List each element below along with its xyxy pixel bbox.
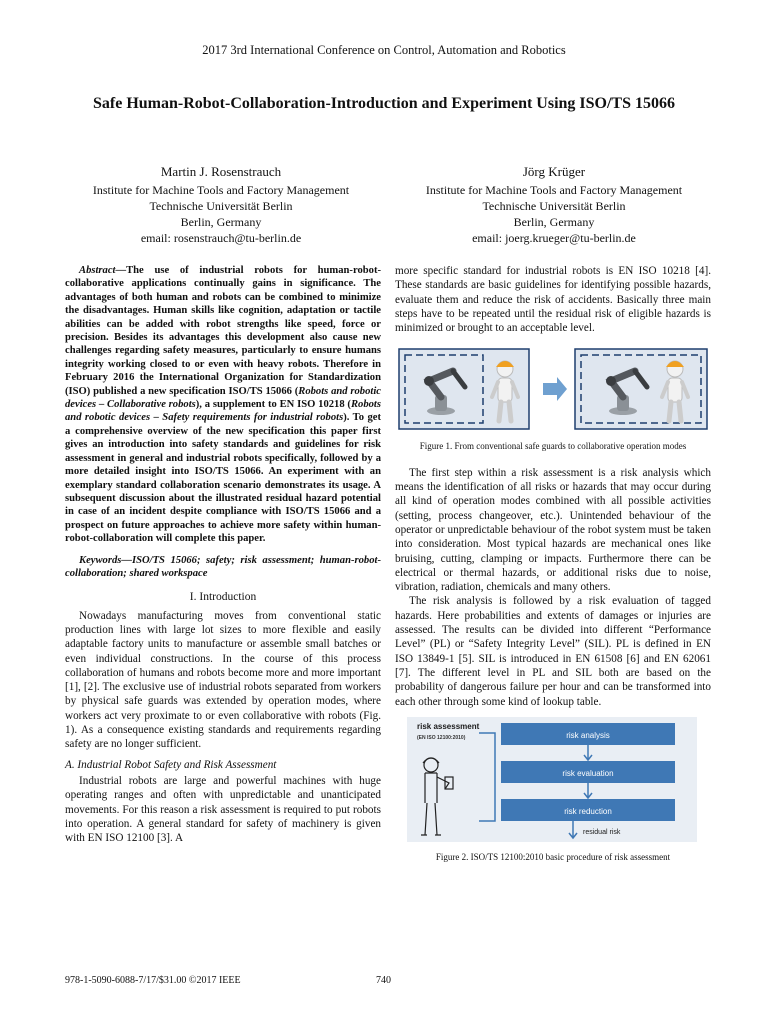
footer-isbn: 978-1-5090-6088-7/17/$31.00 ©2017 IEEE (65, 975, 241, 986)
step-risk-analysis: risk analysis (566, 730, 610, 740)
conference-header: 2017 3rd International Conference on Control, Automation and Robotics (202, 43, 566, 57)
paragraph: Nowadays manufacturing moves from conventional static production lines with large lot sizes to more flexible and easily adaptable factory units to manufacture or assemble small batches or even individual constructions. In the course of this process collaboration of humans and robots become more and more important [1], [2]. The exclusive use of industrial robots separated from workers by physical safe guards was extended by operation modes, where workers act very proximate to or even collaborative with robots (Fig. 1). As a consequence existing standards and requirements regarding safety are no longer sufficient. (65, 609, 381, 751)
author-name: Jörg Krüger (522, 164, 586, 179)
figure-1-illustration (395, 347, 711, 431)
subsection-heading: A. Industrial Robot Safety and Risk Assessment (65, 758, 277, 771)
section-heading: I. Introduction (189, 591, 257, 604)
paragraph: The first step within a risk assessment is a risk analysis which means the identification of all risks or hazards that may occur during all kind of operation modes combined with all possible activities (setting, process changeover, etc.). Unintended behaviour of the operator or unpredictable behaviour of the robot system must be taken into consideration. Most typical hazards are mechanical ones like bruising, cutting, clamping or impacts. Furthermore there can be electrical or thermal hazards, or additional risks due to noise, vibration, radiation, chemicals and many others. (395, 466, 711, 594)
author-university: Technische Universität Berlin (149, 199, 293, 213)
step-risk-evaluation: risk evaluation (562, 768, 614, 778)
author-institute: Institute for Machine Tools and Factory Management (425, 183, 683, 197)
author-block-1 (52, 164, 390, 246)
author-name: Martin J. Rosenstrauch (160, 164, 282, 179)
author-email[interactable]: email: joerg.krueger@tu-berlin.de (472, 231, 636, 245)
diagram-title: risk assessment (417, 721, 480, 731)
figure-2-caption: Figure 2. ISO/TS 12100:2010 basic procedure of risk assessment (435, 851, 671, 862)
arrow-icon (543, 377, 567, 401)
paper-title: Safe Human-Robot-Collaboration-Introduction and Experiment Using ISO/TS 15066 (93, 95, 675, 112)
paragraph: more specific standard for industrial robots is EN ISO 10218 [4]. These standards are basic guidelines for identifying possible hazards, evaluate them and reduce the risk of accidents. Basically three main steps have to be repeated until the residual risk of eligible hazards is minimized or brought to an acceptable level. (395, 265, 711, 335)
keywords: Keywords—ISO/TS 15066; safety; risk assessment; human-robot-collaboration; shared workspace (65, 554, 381, 579)
figure-1-caption: Figure 1. From conventional safe guards to collaborative operation modes (419, 441, 687, 452)
left-column (65, 264, 381, 845)
figure-2 (395, 717, 711, 842)
abstract: Abstract—The use of industrial robots for human-robot-collaborative applications continually gains in significance. The advantages of both human and robots can be combined to minimize the disadvantages. Human skills like cognition, adaptation or tactile abilities can be added with robot strengths like speed, force or precision. Besides its advantages this development also cause new challenges regarding safety measures, particularly to ensure humans integrity working closed to or even with heavy robots. Therefore in February 2016 the International Organization for Standardization (ISO) published a new specification ISO/TS 15066 (Robots and robotic devices – Collaborative robots), a supplement to EN ISO 10218 (Robots and robotic devices – Safety requirements for industrial robots). To get a comprehensive overview of the new specification this paper first gives an introduction into safety standards and guidelines for risk assessment in general and industrial robots specifically, followed by a more detailed insight into ISO/TS 15066. An experiment with an exemplary standard collaboration scenario demonstrates its usage. A subsequent discussion about the illustrated residual hazard potential in case of an incident despite compliance with ISO/TS 15066 and a prospect on future approaches to achieve more safety within human-robot-collaboration will complete this paper. (65, 265, 381, 545)
author-university: Technische Universität Berlin (482, 199, 626, 213)
author-block-2 (385, 164, 723, 246)
diagram-subtitle: (EN ISO 12100:2010) (417, 734, 466, 741)
risk-assessment-diagram (395, 717, 711, 842)
page-number: 740 (376, 975, 391, 986)
right-column (395, 264, 711, 876)
figure-1 (395, 347, 711, 431)
author-email[interactable]: email: rosenstrauch@tu-berlin.de (140, 231, 302, 245)
residual-risk-label: residual risk (583, 828, 621, 836)
author-institute: Institute for Machine Tools and Factory Management (92, 183, 350, 197)
paragraph: Industrial robots are large and powerful machines with huge operating ranges and often with unpredictable and unanticipated movements. For this reason a risk assessment is required to put robots into operation. A general standard for safety of machinery is given with EN ISO 12100 [3]. A (65, 774, 381, 845)
author-location: Berlin, Germany (513, 215, 595, 229)
step-risk-reduction: risk reduction (564, 806, 612, 816)
paragraph: The risk analysis is followed by a risk evaluation of tagged hazards. Here probabilities and extents of damages or injuries are assessed. The results can be divided into different “Performance Level” (PL) or “Safety Integrity Level” (SIL). PL is defined in EN ISO 13849-1 [5]. SIL is introduced in EN 61508 [6] and EN 62061 [7]. The different level in PL and SIL both are based on the probability of dangerous failure per hour and can be transformed into each other through some kind of lookup table. (395, 595, 711, 708)
author-location: Berlin, Germany (180, 215, 262, 229)
